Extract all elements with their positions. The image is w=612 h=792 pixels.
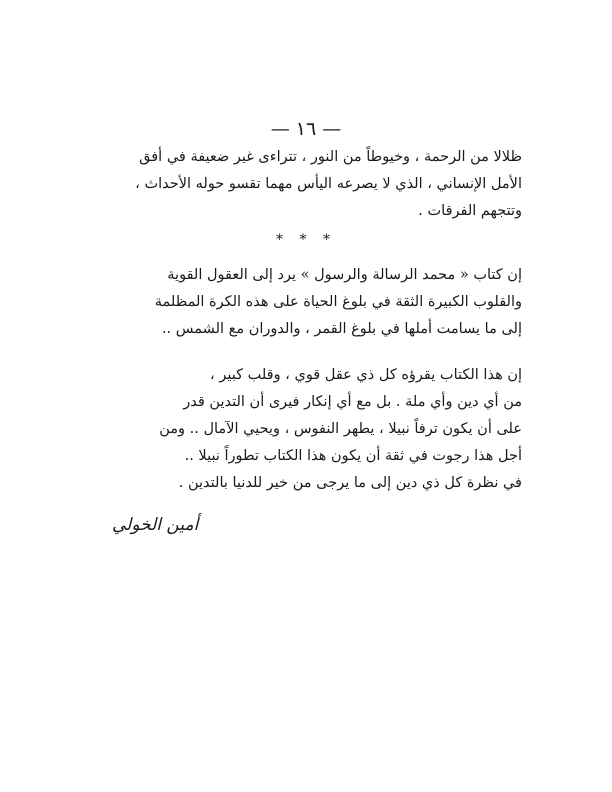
paragraph-line: في نظرة كل ذي دين إلى ما يرجى من خير للدنيا بالتدين . [178,475,522,491]
paragraph-line: إن كتاب « محمد الرسالة والرسول » يرد إلى العقول القوية [167,267,522,283]
paragraph-line: والقلوب الكبيرة الثقة في بلوغ الحياة على هذه الكرة المظلمة [154,294,522,310]
paragraph-2 [82,262,522,343]
page-number: — ١٦ — [270,118,342,140]
paragraph-1 [82,144,522,225]
paragraph-line: ظلالا من الرحمة ، وخيوطاً من النور ، تتراءى غير ضعيفة في أفق [139,149,522,165]
section-separator: * * * [276,232,336,248]
paragraph-line: وتتجهم الفرقات . [418,203,522,219]
paragraph-line: الأمل الإنساني ، الذي لا يصرعه اليأس مهما تقسو حوله الأحداث ، [135,176,522,192]
paragraph-line: من أي دين وأي ملة . بل مع أي إنكار فيرى أن التدين قدر [183,394,522,410]
author-signature: أمين الخولي [112,515,199,535]
paragraph-line: إلى ما يسامت أملها في بلوغ القمر ، والدوران مع الشمس .. [161,321,522,337]
paragraph-3 [82,362,522,497]
paragraph-line: أجل هذا رجوت في ثقة أن يكون هذا الكتاب تطوراً نبيلا .. [184,448,522,464]
paragraph-line: إن هذا الكتاب يقرؤه كل ذي عقل قوي ، وقلب كبير ، [210,367,522,383]
paragraph-line: على أن يكون ترفاً نبيلا ، يطهر النفوس ، ويحيي الآمال .. ومن [159,421,522,437]
